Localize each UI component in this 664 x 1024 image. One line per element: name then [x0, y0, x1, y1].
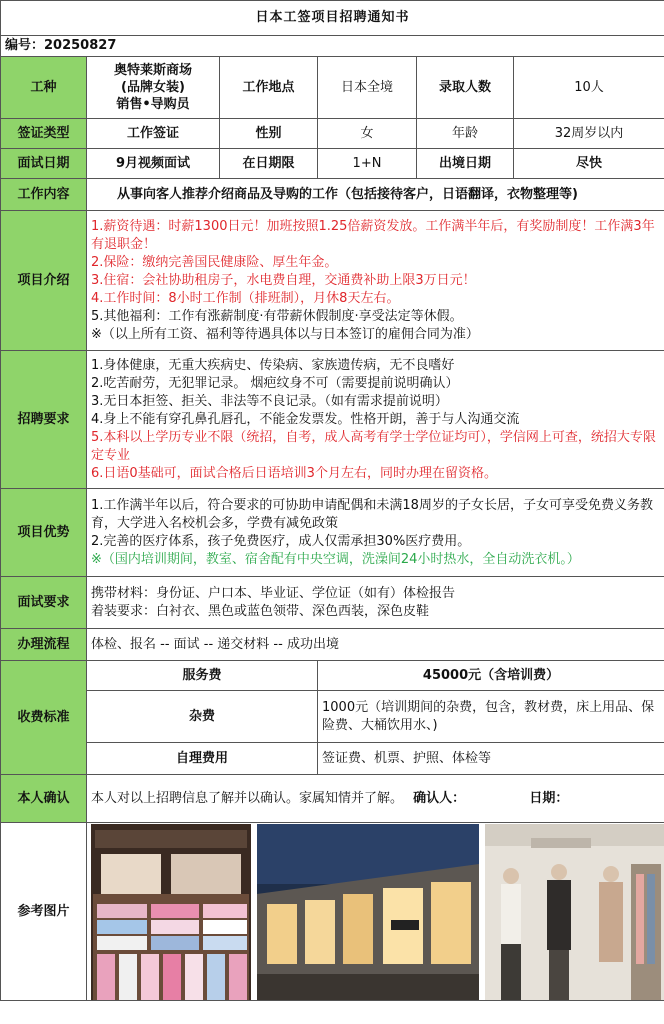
work-content-label: 工作内容 [1, 179, 87, 211]
requirements-label: 招聘要求 [1, 351, 87, 489]
photos-label: 参考图片 [1, 823, 87, 1001]
self-fee-value: 签证费、机票、护照、体检等 [318, 743, 664, 775]
intro-line: 2.保险：缴纳完善国民健康险、厚生年金。 [91, 254, 338, 270]
job-label: 工种 [1, 57, 87, 119]
advantages-text [87, 489, 664, 577]
interview-req-line: 携带材料：身份证、户口本、毕业证、学位证（如有）体检报告 [91, 585, 456, 601]
confirm-text [87, 775, 664, 823]
service-fee-label: 服务费 [87, 661, 318, 691]
service-fee-value: 45000元（含培训费） [318, 661, 664, 691]
gender-value: 女 [318, 119, 417, 149]
interview-req-text [87, 577, 664, 629]
age-label: 年龄 [417, 119, 514, 149]
advantage-line: 2.完善的医疗体系，孩子免费医疗，成人仅需承担30%医疗费用。 [91, 533, 471, 549]
signer-label: 确认人： [413, 790, 466, 806]
job-value: 奥特莱斯商场 (品牌女装) 销售•导购员 [87, 57, 220, 119]
work-content-value: 从事向客人推荐介绍商品及导购的工作（包括接待客户，日语翻译，衣物整理等) [87, 179, 664, 211]
project-intro-text [87, 211, 664, 351]
misc-fee-label: 杂费 [87, 691, 318, 743]
project-intro-label: 项目介绍 [1, 211, 87, 351]
interview-req-line: 着装要求：白衬衣、黑色或蓝色领带、深色西装，深色皮鞋 [91, 603, 430, 619]
advantage-line: 1.工作满半年以后，符合要求的可协助申请配偶和未满18周岁的子女长居，子女可享受免费义务教育，大学进入名校机会多，学费有减免政策 [91, 497, 653, 531]
intro-line: ※（以上所有工资、福利等待遇具体以与日本签订的雇佣合同为准） [91, 326, 479, 342]
photo-clothing-shelves [91, 824, 251, 1000]
process-label: 办理流程 [1, 629, 87, 661]
interview-req-label: 面试要求 [1, 577, 87, 629]
depart-value: 尽快 [514, 149, 664, 179]
requirement-line: 2.吃苦耐劳，无犯罪记录。 烟疤纹身不可（需要提前说明确认） [91, 375, 459, 391]
intro-line: 4.工作时间：8小时工作制（排班制），月休8天左右。 [91, 290, 400, 306]
term-value: 1+N [318, 149, 417, 179]
reference-photos [91, 824, 664, 1000]
visa-label: 签证类型 [1, 119, 87, 149]
requirement-line: 6.日语0基础可，面试合格后日语培训3个月左右，同时办理在留资格。 [91, 465, 497, 481]
count-value: 10人 [514, 57, 664, 119]
term-label: 在日期限 [220, 149, 318, 179]
interview-date-value: 9月视频面试 [87, 149, 220, 179]
gender-label: 性别 [220, 119, 318, 149]
fees-label: 收费标准 [1, 661, 87, 775]
photo-outlet-exterior [257, 824, 479, 1000]
misc-fee-value: 1000元（培训期间的杂费，包含，教材费，床上用品、保险费、大桶饮用水、) [318, 691, 664, 743]
requirement-line: 1.身体健康，无重大疾病史、传染病、家族遗传病，无不良嗜好 [91, 357, 455, 373]
requirement-line: 4.身上不能有穿孔鼻孔唇孔，不能金发票发。性格开朗，善于与人沟通交流 [91, 411, 520, 427]
intro-line: 5.其他福利：工作有涨薪制度·有带薪休假制度·享受法定等休假。 [91, 308, 463, 324]
date-label: 日期： [529, 790, 569, 806]
requirement-line: 3.无日本拒签、拒关、非法等不良记录。（如有需求提前说明） [91, 393, 448, 409]
page-title: 日本工签项目招聘通知书 [1, 1, 664, 36]
requirements-text [87, 351, 664, 489]
confirm-label: 本人确认 [1, 775, 87, 823]
process-value: 体检、报名 -- 面试 -- 递交材料 -- 成功出境 [87, 629, 664, 661]
interview-date-label: 面试日期 [1, 149, 87, 179]
document-number: 编号：20250827 [1, 36, 664, 57]
count-label: 录取人数 [417, 57, 514, 119]
visa-value: 工作签证 [87, 119, 220, 149]
requirement-line: 5.本科以上学历专业不限（统招，自考，成人高考有学士学位证均可），学信网上可查，统招大专限定专业 [91, 429, 656, 463]
photos-cell [87, 823, 664, 1001]
location-value: 日本全境 [318, 57, 417, 119]
intro-line: 3.住宿：会社协助租房子，水电费自理，交通费补助上限3万日元！ [91, 272, 476, 288]
location-label: 工作地点 [220, 57, 318, 119]
advantages-label: 项目优势 [1, 489, 87, 577]
photo-store-mannequins [485, 824, 664, 1000]
self-fee-label: 自理费用 [87, 743, 318, 775]
age-value: 32周岁以内 [514, 119, 664, 149]
depart-label: 出境日期 [417, 149, 514, 179]
intro-line: 1.薪资待遇：时薪1300日元！加班按照1.25倍薪资发放。工作满半年后，有奖励制度！工作满3年有退职金！ [91, 218, 655, 252]
confirm-statement: 本人对以上招聘信息了解并以确认。家属知情并了解。 [91, 790, 404, 806]
advantage-line: ※（国内培训期间，教室、宿舍配有中央空调，洗澡间24小时热水，全自动洗衣机。） [91, 551, 580, 567]
